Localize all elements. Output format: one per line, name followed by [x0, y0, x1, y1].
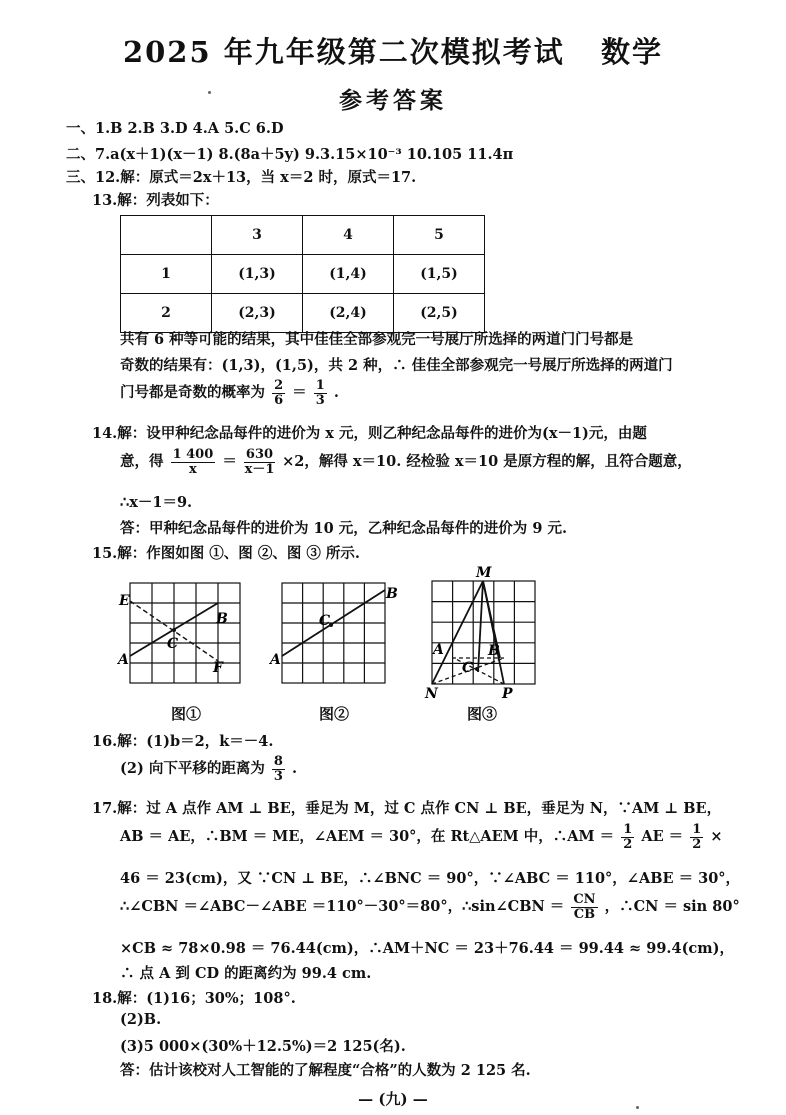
table-cell: 2 [121, 294, 212, 333]
answer-q13-text-2: 奇数的结果有：(1,3)，(1,5)，共 2 种，∴ 佳佳全部参观完一号展厅所选择的两道门 [120, 357, 673, 374]
label-b: B [216, 611, 228, 627]
figure-2-caption: 图② [319, 705, 350, 723]
answer-q17-conclusion: ∴ 点 A 到 CD 的距离约为 99.4 cm. [120, 965, 372, 982]
page-title: 2025 年九年级第二次模拟考试 数学 [122, 35, 664, 69]
fraction: $\frac{630}{x-1}$ [244, 447, 275, 477]
grid-lines [432, 581, 535, 684]
answer-q12: 三、12.解：原式＝2x＋13，当 x＝2 时，原式＝17. [66, 169, 417, 186]
label-a: A [433, 642, 444, 658]
answer-section-2: 二、7.a(x＋1)(x－1) 8.(8a＋5y) 9.3.15×10⁻³ 10.105 11.4π [66, 146, 514, 163]
table-cell: 3 [212, 216, 303, 255]
table-row [121, 255, 485, 294]
label-c: C [462, 660, 474, 676]
fraction: $\frac{1 400}{x}$ [172, 447, 214, 477]
answer-q18-part2: (2)B. [120, 1011, 162, 1028]
table-cell: (2,4) [303, 294, 394, 333]
table-cell: 1 [121, 255, 212, 294]
table-cell: 4 [303, 216, 394, 255]
table-cell: (1,3) [212, 255, 303, 294]
scan-speck [208, 91, 211, 94]
answer-q13-text-1: 共有 6 种等可能的结果，其中佳佳全部参观完一号展厅所选择的两道门门号都是 [120, 331, 634, 348]
answer-q13-intro: 13.解：列表如下： [92, 192, 219, 209]
label-m: M [476, 565, 492, 581]
answer-q15: 15.解：作图如图 ①、图 ②、图 ③ 所示. [92, 545, 360, 562]
fraction: $\frac{2}{6}$ [274, 378, 284, 408]
answer-q17-text-5: ×CB ≈ 78×0.98 ＝ 76.44(cm)，∴AM＋NC ＝ 23＋76.44 ＝ 99.44 ≈ 99.4(cm)， [120, 940, 734, 957]
answer-q18-conclusion: 答：估计该校对人工智能的了解程度“合格”的人数为 2 125 名. [120, 1062, 531, 1079]
scan-speck [636, 1106, 639, 1109]
fraction: $\frac{1}{2}$ [692, 822, 702, 852]
point-c [475, 667, 479, 671]
label-b: B [488, 643, 500, 659]
figure-3-caption: 图③ [467, 705, 498, 723]
answer-q16-part1: 16.解：(1)b＝2，k＝－4. [92, 733, 274, 750]
answer-q16-part2: (2) 向下平移的距离为 $\frac{8}{3}$ . [120, 754, 298, 784]
label-p: P [502, 686, 513, 702]
label-b: B [386, 586, 398, 602]
answer-q18-part1: 18.解：(1)16；30%；108°. [92, 990, 296, 1007]
answer-q14-conclusion: 答：甲种纪念品每件的进价为 10 元，乙种纪念品每件的进价为 9 元. [120, 520, 568, 537]
fraction: $\frac{8}{3}$ [273, 754, 283, 784]
figure-1-caption: 图① [171, 705, 202, 723]
answer-q18-part3: (3)5 000×(30%＋12.5%)＝2 125(名). [120, 1038, 406, 1055]
answer-q17-text-4: ∴∠CBN ＝∠ABC－∠ABE ＝110°－30°＝80°，∴sin∠CBN ＝ $\frac{CN}{CB}$ ，∴CN ＝ sin 80° [120, 892, 740, 922]
answer-q14-text-3: ∴x－1＝9. [120, 494, 193, 511]
label-f: F [213, 660, 223, 676]
answer-q13-text-3: 门号都是奇数的概率为 $\frac{2}{6}$ ＝ $\frac{1}{3}$ . [120, 378, 339, 408]
figure-3 [418, 562, 548, 702]
q13-probability-label: 门号都是奇数的概率为 [120, 384, 265, 402]
answer-q14-text-2: 意，得 $\frac{1 400}{x}$ ＝ $\frac{630}{x-1}$ ×2，解得 x＝10. 经检验 x＝10 是原方程的解，且符合题意， [120, 447, 692, 477]
table-cell: (2,3) [212, 294, 303, 333]
page-footer: — (九) — [358, 1090, 428, 1108]
table-cell: (1,5) [394, 255, 485, 294]
fraction: $\frac{CN}{CB}$ [573, 892, 596, 922]
table-header-row [121, 216, 485, 255]
label-c: C [167, 636, 179, 652]
label-e: E [119, 593, 130, 609]
answer-q17-text-1: 17.解：过 A 点作 AM ⊥ BE，垂足为 M，过 C 点作 CN ⊥ BE，垂足为 N，∵AM ⊥ BE， [92, 800, 722, 817]
label-c: C [319, 613, 331, 629]
label-n: N [425, 686, 438, 702]
table-cell: 5 [394, 216, 485, 255]
label-a: A [270, 652, 281, 668]
answer-q17-text-2: AB ＝ AE，∴BM ＝ ME，∠AEM ＝ 30°，在 Rt△AEM 中，∴AM ＝ $\frac{1}{2}$ AE ＝ $\frac{1}{2}$ × [120, 822, 723, 852]
answer-q14-text-1: 14.解：设甲种纪念品每件的进价为 x 元，则乙种纪念品每件的进价为(x－1)元，由题 [92, 425, 647, 442]
table-row [121, 294, 485, 333]
grid-lines [130, 583, 240, 683]
fraction: $\frac{1}{2}$ [623, 822, 633, 852]
answer-section-1: 一、1.B 2.B 3.D 4.A 5.C 6.D [66, 120, 284, 137]
answer-q17-text-3: 46 ＝ 23(cm)，又 ∵CN ⊥ BE，∴∠BNC ＝ 90°，∵∠ABC ＝ 110°，∠ABE ＝ 30°， [120, 870, 741, 887]
outcome-table [120, 215, 485, 333]
fraction: $\frac{1}{3}$ [315, 378, 325, 408]
point-c [172, 628, 176, 632]
figure-2 [265, 568, 405, 698]
table-cell [121, 216, 212, 255]
table-cell: (2,5) [394, 294, 485, 333]
grid-lines [282, 583, 385, 683]
figure-1 [115, 568, 255, 698]
label-a: A [118, 652, 129, 668]
table-cell: (1,4) [303, 255, 394, 294]
page-subtitle: 参考答案 [339, 87, 447, 114]
